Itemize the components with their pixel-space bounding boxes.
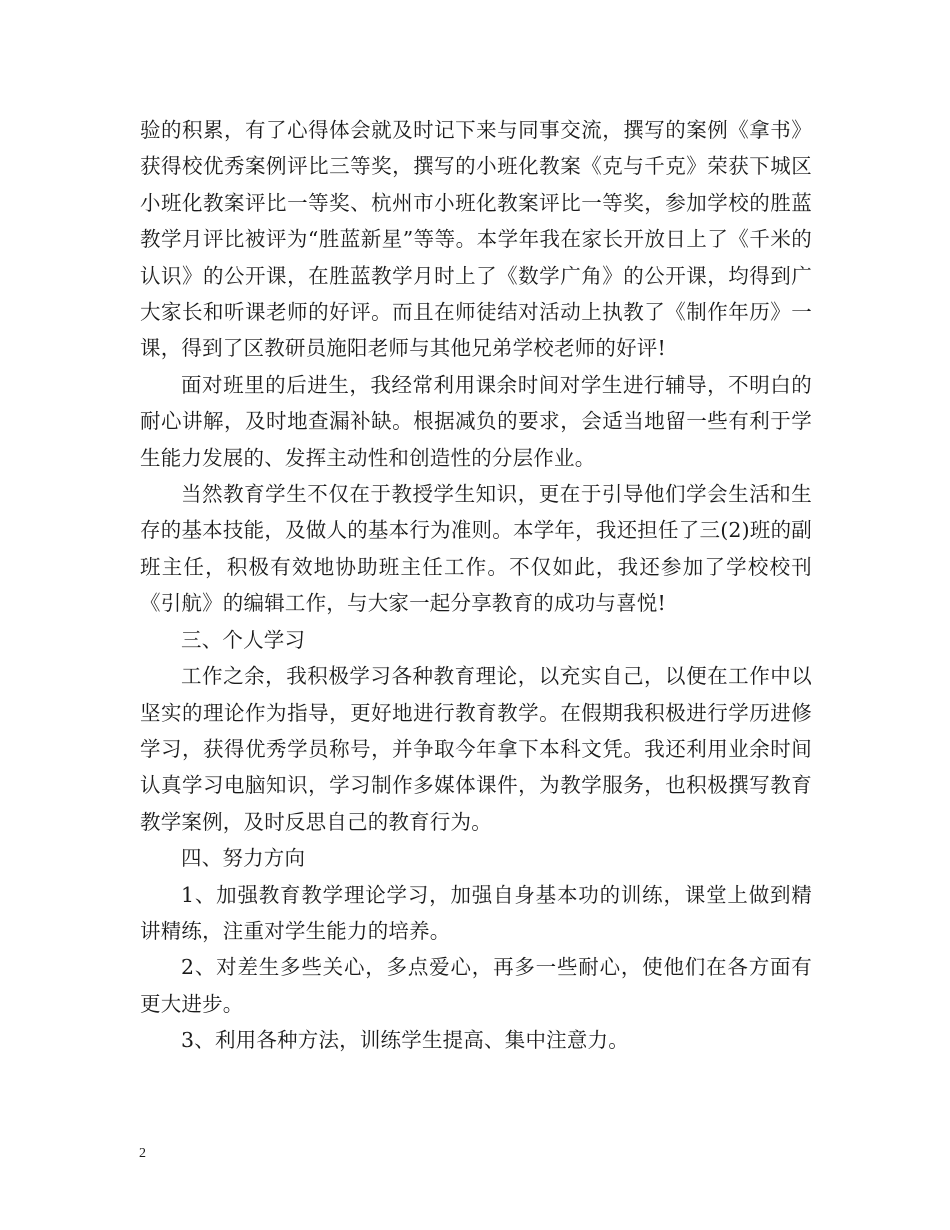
paragraph-tutoring: 面对班里的后进生，我经常利用课余时间对学生进行辅导，不明白的耐心讲解，及时地查漏补缺。根据减负的要求，会适当地留一些有利于学生能力发展的、发挥主动性和创造性的分层作业。 xyxy=(140,372,812,470)
section-heading-direction: 四、努力方向 xyxy=(181,846,306,871)
document-body xyxy=(140,112,812,1059)
section-heading-personal-study: 三、个人学习 xyxy=(181,627,306,652)
list-item-2: 2、对差生多些关心，多点爱心，再多一些耐心，使他们在各方面有更大进步。 xyxy=(140,955,812,1016)
list-item-1: 1、加强教育教学理论学习，加强自身基本功的训练，课堂上做到精讲精练，注重对学生能力的培养。 xyxy=(140,882,812,943)
paragraph-personal-study: 工作之余，我积极学习各种教育理论，以充实自己，以便在工作中以坚实的理论作为指导，更好地进行教育教学。在假期我积极进行学历进修学习，获得优秀学员称号，并争取今年拿下本科文凭。我还利用业余时间认真学习电脑知识，学习制作多媒体课件，为教学服务，也积极撰写教育教学案例，及时反思自己的教育行为。 xyxy=(140,664,812,834)
paragraph-continued: 验的积累，有了心得体会就及时记下来与同事交流，撰写的案例《拿书》获得校优秀案例评比三等奖，撰写的小班化教案《克与千克》荣获下城区小班化教案评比一等奖、杭州市小班化教案评比一等奖，参加学校的胜蓝教学月评比被评为“胜蓝新星”等等。本学年我在家长开放日上了《千米的认识》的公开课，在胜蓝教学月时上了《数学广角》的公开课，均得到广大家长和听课老师的好评。而且在师徒结对活动上执教了《制作年历》一课，得到了区教研员施阳老师与其他兄弟学校老师的好评! xyxy=(140,118,812,361)
page-number: 2 xyxy=(139,1146,146,1161)
paragraph-life-skills: 当然教育学生不仅在于教授学生知识，更在于引导他们学会生活和生存的基本技能，及做人的基本行为准则。本学年，我还担任了三(2)班的副班主任，积极有效地协助班主任工作。不仅如此，我还参加了学校校刊《引航》的编辑工作，与大家一起分享教育的成功与喜悦! xyxy=(140,482,812,616)
list-item-3: 3、利用各种方法，训练学生提高、集中注意力。 xyxy=(181,1028,629,1053)
